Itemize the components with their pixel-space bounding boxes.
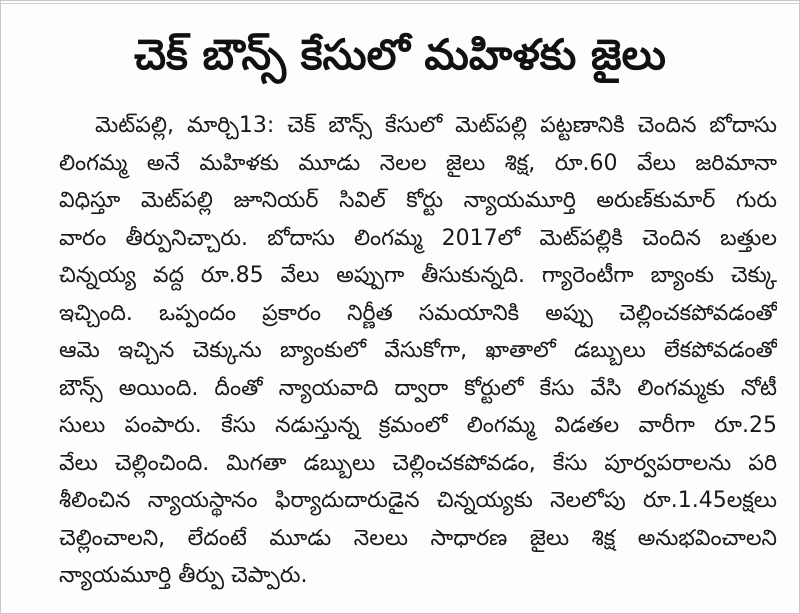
body-line: శీలించిన న్యాయస్థానం ఫిర్యాదుదారుడైన చిన్నయ్యకు నెలలోపు రూ.1.45లక్షలు [59,488,777,513]
body-line: ఆమె ఇచ్చిన చెక్కును బ్యాంకులో వేసుకోగా, ఖాతాలో డబ్బులు లేకపోవడంతో [59,338,777,363]
body-line: సులు పంపారు. కేసు నడుస్తున్న క్రమంలో లింగమ్మ విడతల వారీగా రూ.25 [59,413,777,438]
body-line: వారం తీర్పునిచ్చారు. బోదాసు లింగమ్మ 2017లో మెట్‌పల్లికి చెందిన బత్తుల [59,225,777,251]
body-line: విధిస్తూ మెట్‌పల్లి జూనియర్ సివిల్ కోర్టు న్యాయమూర్తి అరుణ్‌కుమార్ గురు [59,188,777,213]
body-line: ఇచ్చింది. ఒప్పందం ప్రకారం నిర్ణీత సమయానికి అప్పు చెల్లించకపోవడంతో [59,300,777,326]
body-line: చిన్నయ్య వద్ద రూ.85 వేలు అప్పుగా తీసుకున్నది. గ్యారెంటీగా బ్యాంకు చెక్కు [59,263,777,288]
body-line: బౌన్స్ అయింది. దీంతో న్యాయవాది ద్వారా కోర్టులో కేసు వేసి లింగమ్మకు నోటీ [59,375,777,401]
body-line: చెల్లించాలని, లేదంటే మూడు నెలలు సాధారణ జైలు శిక్ష అనుభవించాలని [59,525,777,551]
body-line: లింగమ్మ అనే మహిళకు మూడు నెలల జైలు శిక్ష, రూ.60 వేలు జరిమానా [59,150,777,176]
body-line: న్యాయమూర్తి తీర్పు చెప్పారు. [59,563,308,588]
headline: చెక్ బౌన్స్ కేసులో మహిళకు జైలు [134,30,666,79]
article-body [59,107,777,603]
top-divider [1,3,799,4]
body-line: మెట్‌పల్లి, మార్చి13: చెక్ బౌన్స్ కేసులో మెట్‌పల్లి పట్టణానికి చెందిన బోదాసు [95,113,777,138]
body-line: వేలు చెల్లించింది. మిగతా డబ్బులు చెల్లించకపోవడం, కేసు పూర్వపరాలను పరి [59,450,777,476]
